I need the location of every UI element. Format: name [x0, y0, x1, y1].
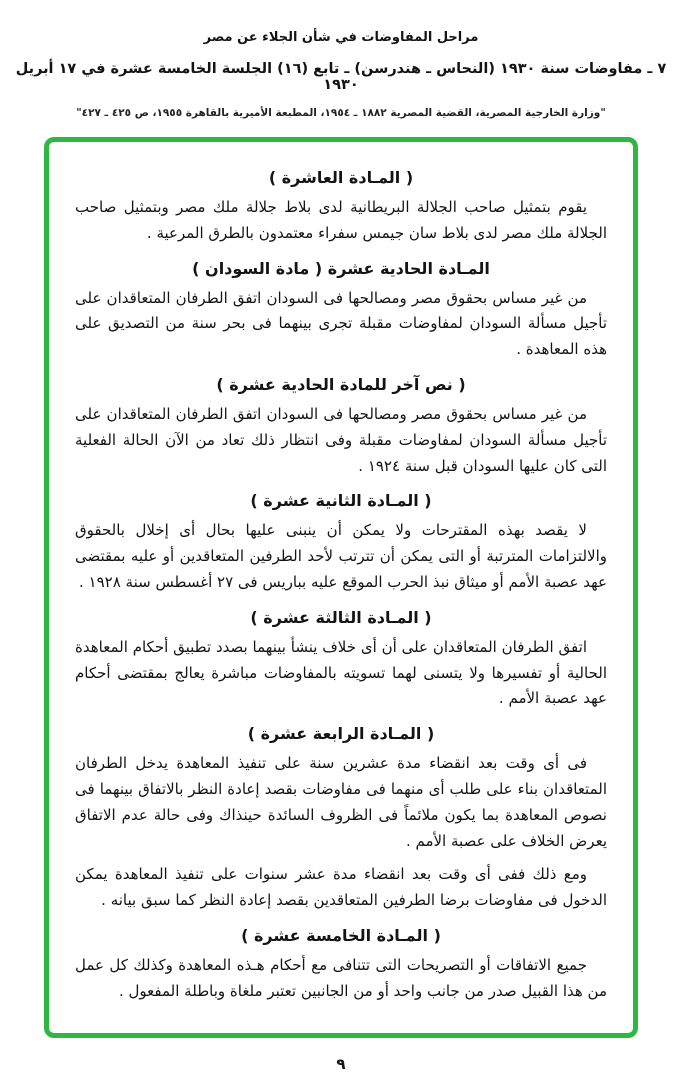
- article-11-alt: [75, 375, 607, 479]
- article-11: [75, 259, 607, 363]
- article-15: [75, 926, 607, 1005]
- article-13: [75, 608, 607, 712]
- article-heading: ( نص آخر للمادة الحادية عشرة ): [216, 374, 466, 394]
- article-paragraph: لا يقصد بهذه المقترحات ولا يمكن أن ينبنى عليها بحال أى إخلال بالحقوق والالتزامات المترتبة أو التى يمكن أن تترتب لأحد الطرفين المتعاقدين أو عليه بمقتضى عهد عصبة الأمم أو ميثاق نبذ الحرب الموقع عليه بباريس فى ٢٧ أغسطس سنة ١٩٢٨ .: [75, 521, 607, 591]
- article-14: [75, 724, 607, 914]
- article-paragraph: جميع الاتفاقات أو التصريحات التى تتنافى مع أحكام هـذه المعاهدة وكذلك كل عمل من هذا القبيل صدر من جانب واحد أو من الجانبين تعتبر ملغاة وباطلة المفعول .: [75, 955, 607, 1000]
- article-paragraph: فى أى وقت بعد انقضاء مدة عشرين سنة على تنفيذ المعاهدة يدخل الطرفان المتعاقدان بناء على طلب أى منهما فى مفاوضات بقصد إعادة النظر بالاتفاق بينهما فى نصوص المعاهدة بما يكون ملائماً فى الظروف السائدة حينذاك وفى حالة عدم الاتفاق يعرض الخلاف على عصبة الأمم .: [75, 754, 607, 850]
- article-paragraph: ومع ذلك ففى أى وقت بعد انقضاء مدة عشر سنوات على تنفيذ المعاهدة يمكن الدخول فى مفاوضات برضا الطرفين المتعاقدين بقصد إعادة النظر كما سبق بيانه .: [75, 865, 607, 910]
- article-paragraph: من غير مساس بحقوق مصر ومصالحها فى السودان اتفق الطرفان المتعاقدان على تأجيل مسألة السودان لمفاوضات مقبلة تجرى بينهما فى بحر سنة من التصديق على هذه المعاهدة .: [75, 288, 607, 359]
- article-paragraph: من غير مساس بحقوق مصر ومصالحها فى السودان اتفق الطرفان المتعاقدان على تأجيل مسألة السودان لمفاوضات مقبلة وفى انتظار ذلك تعاد من الآن الحالة الفعلية التى كان عليها السودان قبل سنة ١٩٢٤ .: [75, 404, 607, 475]
- article-heading: ( المـادة الثانية عشرة ): [250, 491, 432, 511]
- article-heading: ( المـادة الرابعة عشرة ): [247, 724, 435, 744]
- header-subtitle: ٧ ـ مفاوضات سنة ١٩٣٠ (النحاس ـ هندرسن) ـ تابع (١٦) الجلسة الخامسة عشرة في ١٧ أبريل ١٩٣٠: [15, 61, 667, 93]
- article-heading: ( المـادة العاشرة ): [268, 168, 414, 187]
- page-number: ٩: [336, 1055, 346, 1073]
- article-heading: ( المـادة الثالثة عشرة ): [250, 607, 432, 627]
- source-citation: "وزارة الخارجية المصرية، القضية المصرية ١٨٨٢ ـ ١٩٥٤، المطبعة الأميرية بالقاهرة ١٩٥٥، ص ٤٢٥ ـ ٤٢٧": [76, 107, 606, 119]
- article-heading: المـادة الحادية عشرة ( مادة السودان ): [192, 258, 490, 278]
- article-paragraph: يقوم بتمثيل صاحب الجلالة البريطانية لدى بلاط جلالة ملك مصر وبتمثيل صاحب الجلالة ملك مصر لدى بلاط سان جيمس سفراء معتمدون بالطرق المرعية .: [75, 198, 607, 242]
- header-title: مراحل المفاوضات في شأن الجلاء عن مصر: [203, 30, 479, 45]
- article-10: [75, 168, 607, 247]
- document-header: [0, 0, 682, 119]
- article-12: [75, 491, 607, 595]
- article-heading: ( المـادة الخامسة عشرة ): [241, 925, 441, 945]
- document-frame: [44, 137, 638, 1038]
- article-paragraph: اتفق الطرفان المتعاقدان على أن أى خلاف ينشأ بينهما بصدد تطبيق أحكام المعاهدة الحالية أو تفسيرها ولا يتسنى لهما تسويته بالمفاوضات مباشرة يعالج بمقتضى أحكام عهد عصبة الأمم .: [75, 637, 607, 708]
